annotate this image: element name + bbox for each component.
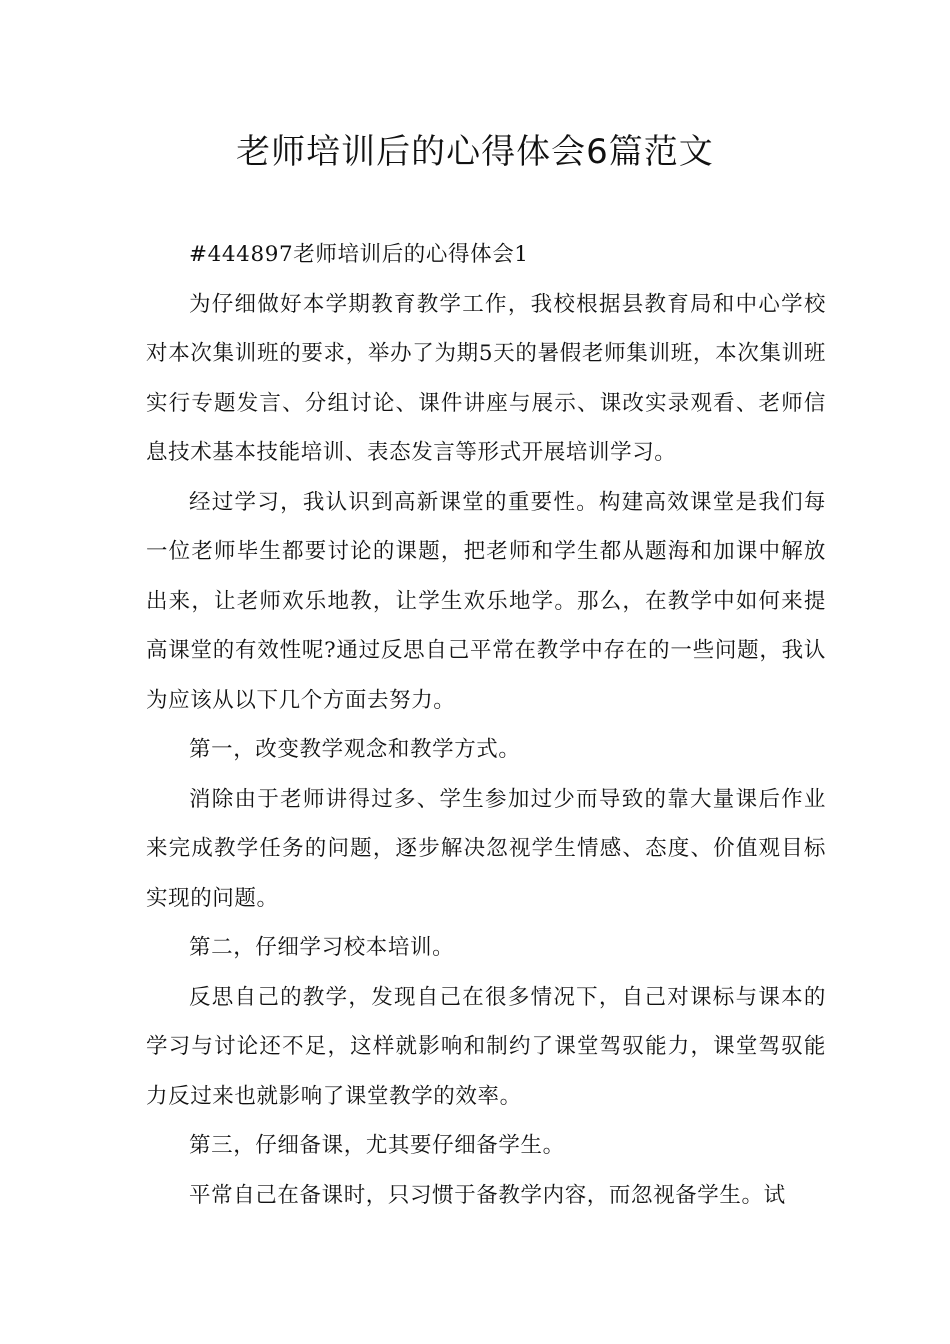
paragraph: 平常自己在备课时，只习惯于备教学内容，而忽视备学生。试 bbox=[189, 1182, 786, 1208]
paragraph-point-3: 第三，仔细备课，尤其要仔细备学生。 bbox=[189, 1133, 565, 1158]
paragraph: 反思自己的教学，发现自己在很多情况下，自己对课标与课本的学习与讨论还不足，这样就影响和制约了课堂驾驭能力，课堂驾驭能力反过来也就影响了课堂教学的效率。 bbox=[146, 984, 826, 1109]
paragraph: 经过学习，我认识到高新课堂的重要性。构建高效课堂是我们每一位老师毕生都要讨论的课题，把老师和学生都从题海和加课中解放出来，让老师欢乐地教，让学生欢乐地学。那么，在教学中如何来提高课堂的有效性呢?通过反思自己平常在教学中存在的一些问题，我认为应该从以下几个方面去努力。 bbox=[146, 489, 826, 713]
paragraph: 为仔细做好本学期教育教学工作，我校根据县教育局和中心学校对本次集训班的要求，举办了为期5天的暑假老师集训班，本次集训班实行专题发言、分组讨论、课件讲座与展示、课改实录观看、老师信息技术基本技能培训、表态发言等形式开展培训学习。 bbox=[146, 291, 826, 465]
paragraph-point-2: 第二，仔细学习校本培训。 bbox=[189, 935, 455, 960]
paragraph-heading-1: #444897老师培训后的心得体会1 bbox=[189, 242, 529, 267]
paragraph-point-1: 第一，改变教学观念和教学方式。 bbox=[189, 737, 521, 762]
paragraph: 消除由于老师讲得过多、学生参加过少而导致的靠大量课后作业来完成教学任务的问题，逐步解决忽视学生情感、态度、价值观目标实现的问题。 bbox=[146, 786, 826, 911]
document-title: 老师培训后的心得体会6篇范文 bbox=[236, 132, 714, 172]
document-body bbox=[146, 230, 826, 1220]
